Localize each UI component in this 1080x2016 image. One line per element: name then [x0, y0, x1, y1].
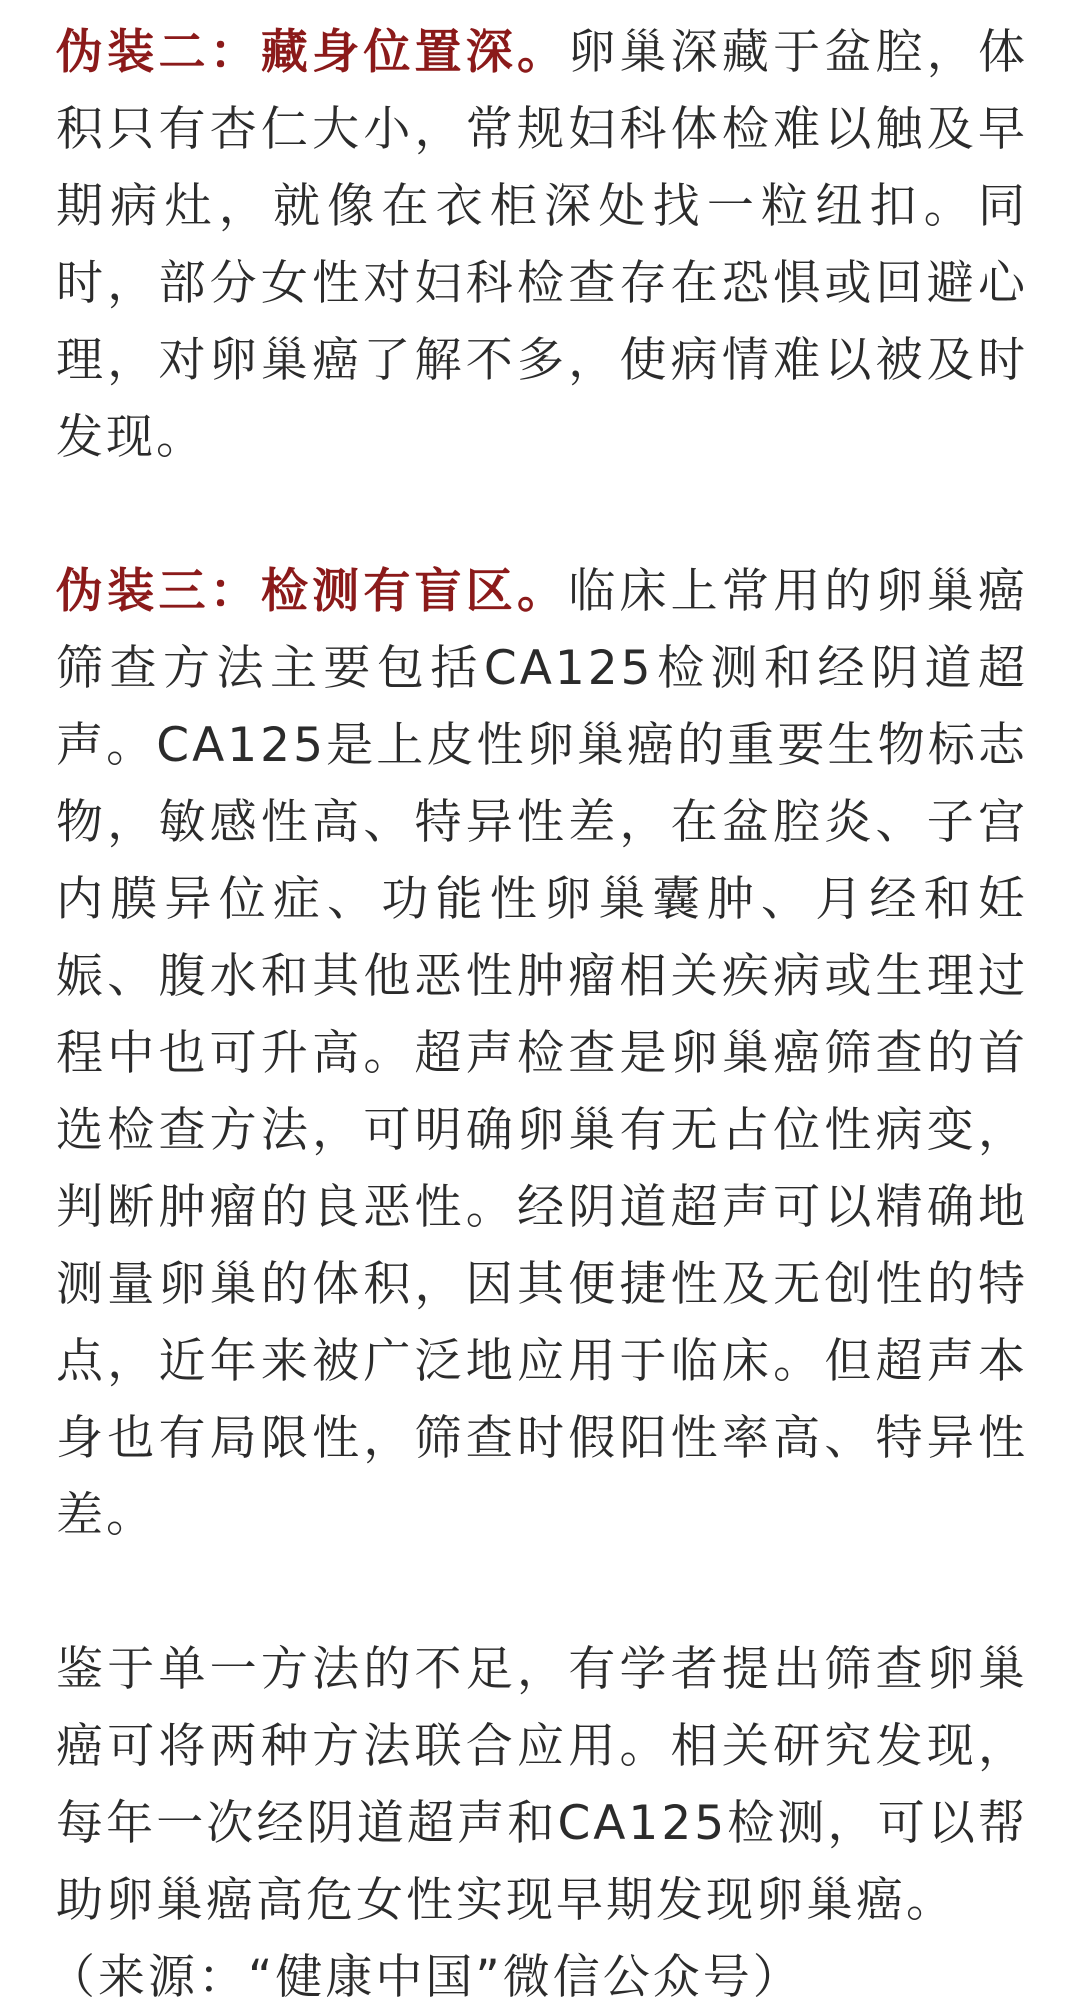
paragraph-heading: 伪装三：检测有盲区。 [56, 564, 569, 619]
source-note: （来源：“健康中国”微信公众号） [48, 1950, 803, 2005]
paragraph-combined-screening [56, 1631, 1028, 1939]
paragraph-heading: 伪装二：藏身位置深。 [56, 25, 569, 80]
paragraph-disguise-two [56, 14, 1028, 476]
paragraph-text: 临床上常用的卵巢癌筛查方法主要包括CA125检测和经阴道超声。CA125是上皮性卵巢癌的重要生物标志物，敏感性高、特异性差，在盆腔炎、子宫内膜异位症、功能性卵巢囊肿、月经和妊娠、腹水和其他恶性肿瘤相关疾病或生理过程中也可升高。超声检查是卵巢癌筛查的首选检查方法，可明确卵巢有无占位性病变，判断肿瘤的良恶性。经阴道超声可以精确地测量卵巢的体积，因其便捷性及无创性的特点，近年来被广泛地应用于临床。但超声本身也有局限性，筛查时假阳性率高、特异性差。 [56, 564, 1029, 1543]
paragraph-text: 卵巢深藏于盆腔，体积只有杏仁大小，常规妇科体检难以触及早期病灶，就像在衣柜深处找一粒纽扣。同时，部分女性对妇科检查存在恐惧或回避心理，对卵巢癌了解不多，使病情难以被及时发现。 [56, 25, 1029, 465]
paragraph-text: 鉴于单一方法的不足，有学者提出筛查卵巢癌可将两种方法联合应用。相关研究发现，每年一次经阴道超声和CA125检测，可以帮助卵巢癌高危女性实现早期发现卵巢癌。 [56, 1642, 1028, 1928]
paragraph-disguise-three [56, 553, 1028, 1554]
article-body [48, 14, 1029, 2016]
